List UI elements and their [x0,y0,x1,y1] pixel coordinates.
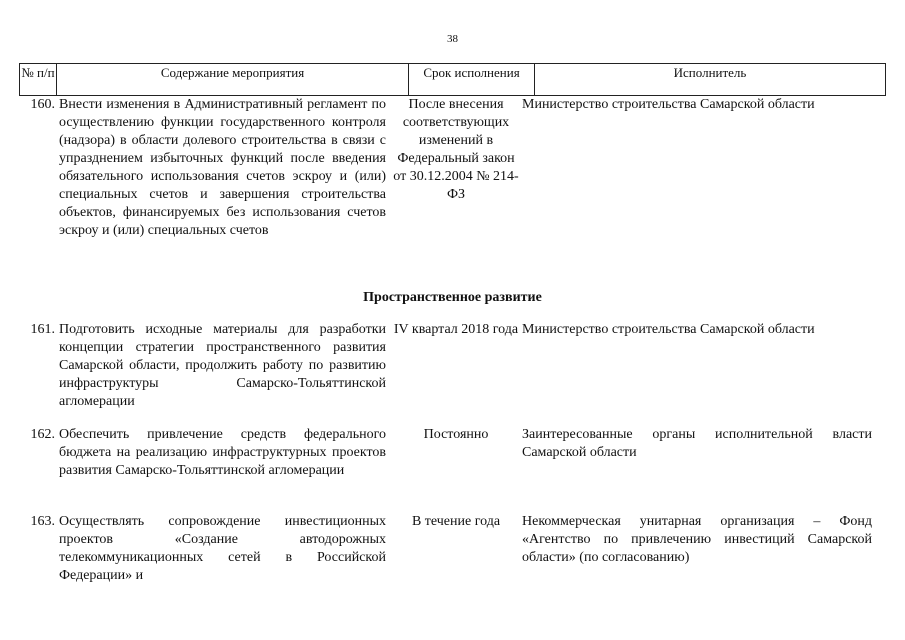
page-number: 38 [447,33,458,45]
row-term: После внесения соответствующих изменений в Федеральный закон от 30.12.2004 № 214-ФЗ [393,97,519,202]
row-executor: Министерство строительства Самарской области [522,97,815,112]
row-executor: Некоммерческая унитарная организация – Фонд «Агентство по привлечению инвестиций Самарской области» (по согласованию) [522,514,872,565]
table-header [19,63,886,96]
row-content: Подготовить исходные материалы для разработки концепции стратегии пространственного развития Самарской области, продолжить работу по развитию инфраструктуры Самарско-Тольяттинской агломерации [59,322,386,409]
header-executor: Исполнитель [534,64,886,95]
section-title: Пространственное развитие [363,290,542,305]
row-term: Постоянно [423,427,489,442]
row-number: 163. [30,514,55,529]
row-term: IV квартал 2018 года [393,322,519,337]
header-term: Срок исполнения [408,64,534,95]
row-content: Осуществлять сопровождение инвестиционных проектов «Создание автодорожных телекоммуникационных сетей в Российской Федерации» и [59,514,386,583]
header-content: Содержание мероприятия [56,64,408,95]
row-content: Обеспечить привлечение средств федерального бюджета на реализацию инфраструктурных проектов развития Самарско-Тольяттинской агломерации [59,427,386,478]
row-number: 162. [30,427,55,442]
row-number: 161. [30,322,55,337]
row-number: 160. [30,97,55,112]
row-executor: Министерство строительства Самарской области [522,322,815,337]
row-executor: Заинтересованные органы исполнительной власти Самарской области [522,427,872,460]
header-num: № п/п [19,64,56,95]
row-content: Внести изменения в Административный регламент по осуществлению функции государственного контроля (надзора) в области долевого строительства в связи с упразднением избыточных функций после введения обязательного использования счетов эскроу и (или) специальных счетов и завершения строительства объектов, финансируемых без использования счетов эскроу и (или) специальных счетов [59,97,386,238]
row-term: В течение года [411,514,501,529]
